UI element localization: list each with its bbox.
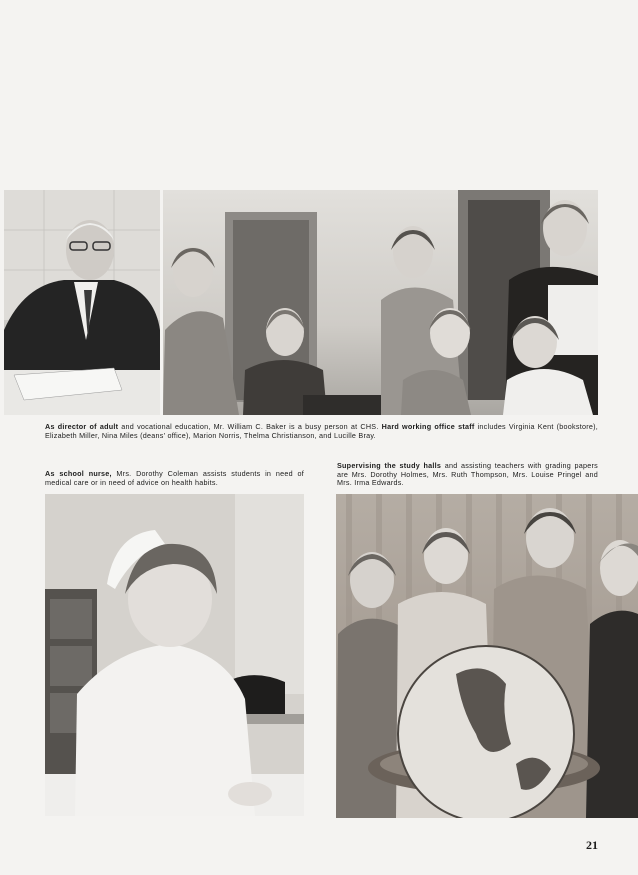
caption-nurse-text: Mrs. Dorothy Coleman assists students in need of medical care or in need of advice on health habits. — [45, 469, 304, 487]
caption-nurse — [45, 470, 304, 487]
caption-top-text-2: includes Virginia Kent (bookstore), Elizabeth Miller, Nina Miles (deans' office), Marion Norris, Thelma Christianson, and Lucille Bray. — [45, 422, 598, 440]
study-photo-illustration — [336, 494, 638, 818]
photo-school-nurse — [45, 494, 304, 816]
office-photo-illustration — [163, 190, 598, 415]
caption-study-text: and assisting teachers with grading papers are Mrs. Dorothy Holmes, Mrs. Ruth Thompson, Mrs. Louise Pringel and Mrs. Irma Edwards. — [337, 461, 598, 488]
page-number: 21 — [586, 838, 598, 852]
caption-study-lead: Supervising the study halls — [337, 461, 442, 470]
photo-director-baker — [4, 190, 160, 415]
director-photo-illustration — [4, 190, 160, 415]
photo-study-hall-supervisors — [336, 494, 638, 818]
caption-top — [45, 423, 598, 440]
caption-top-lead-1: As director of adult — [45, 422, 119, 431]
caption-top-lead-2: Hard working office staff — [381, 422, 475, 431]
nurse-photo-illustration — [45, 494, 304, 816]
photo-office-staff — [163, 190, 598, 415]
caption-study-halls — [337, 462, 598, 488]
caption-top-text-1: and vocational education, Mr. William C. Baker is a busy person at CHS. — [118, 422, 382, 431]
caption-nurse-lead: As school nurse, — [45, 469, 112, 478]
